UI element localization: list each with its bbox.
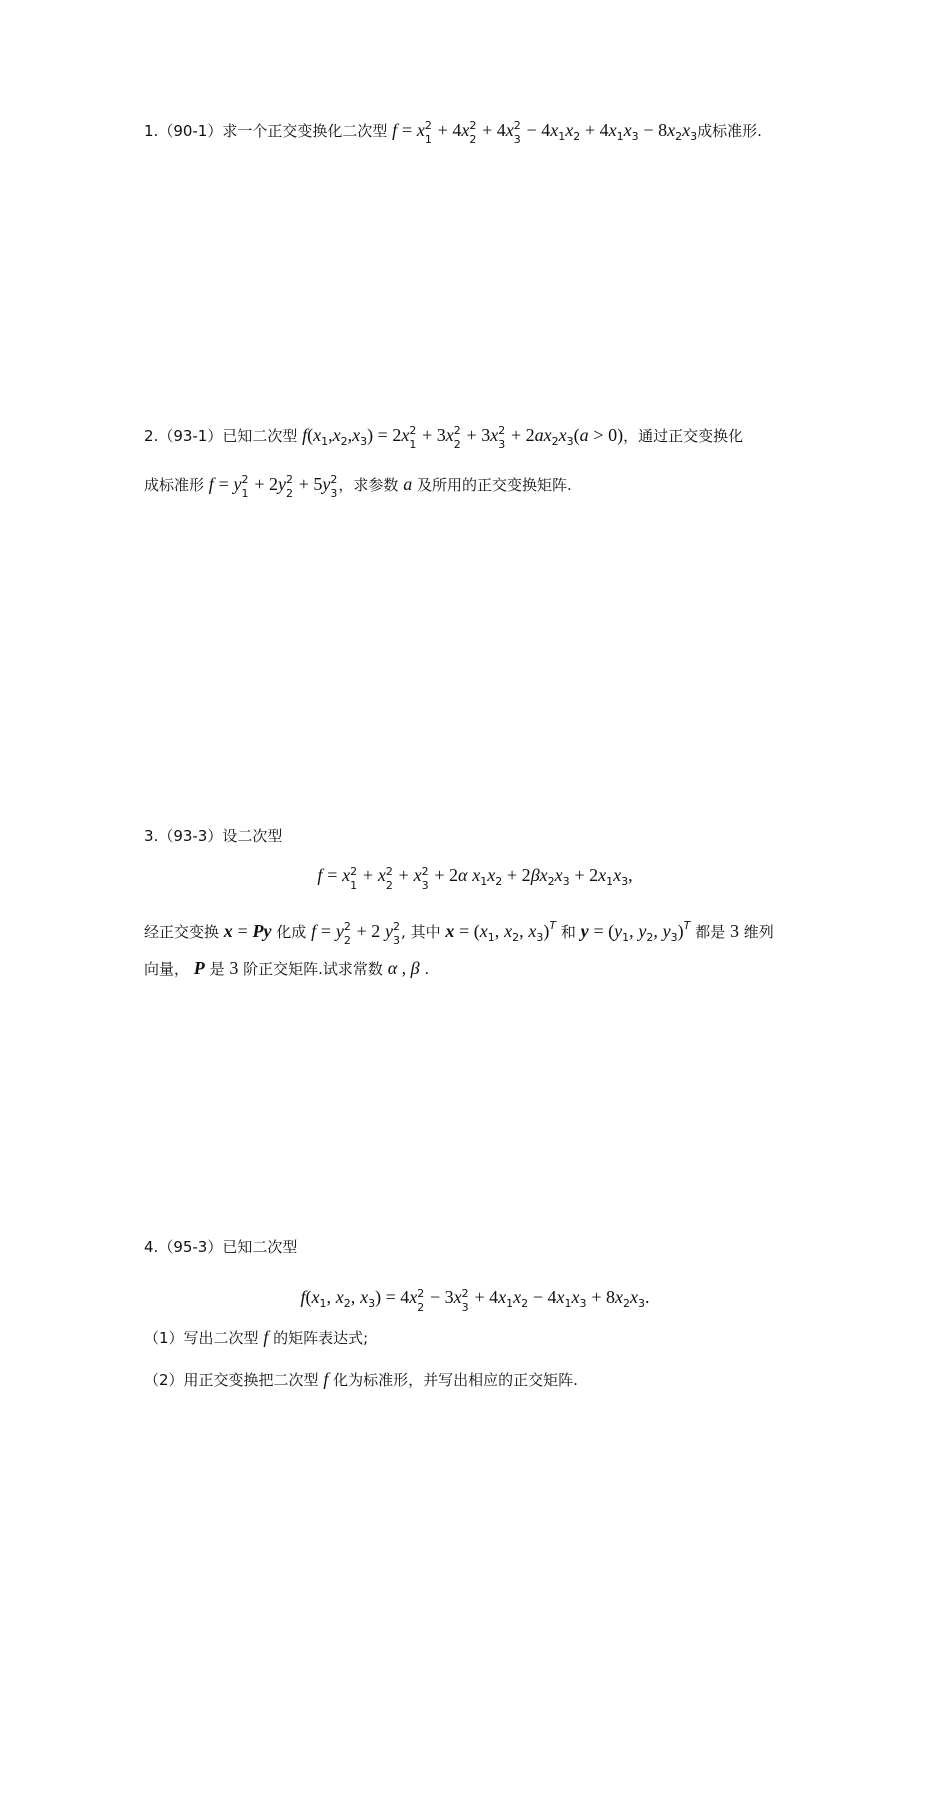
problem-4-question-2: [144, 1367, 578, 1392]
problem-2-line-2: [144, 472, 572, 500]
problem-source: （90-1）: [158, 122, 223, 140]
problem-3-line-1: [144, 824, 282, 848]
problem-text: 成标准形: [144, 476, 205, 494]
problem-text: 用正交变换把二次型: [183, 1371, 319, 1389]
problem-text: 维列: [743, 923, 774, 941]
problem-text: 的矩阵表达式;: [273, 1329, 369, 1347]
transform-formula: x = Py: [223, 921, 272, 941]
problem-number: 1.: [144, 122, 159, 140]
question-label: （1）: [144, 1329, 184, 1347]
problem-number: 4.: [144, 1238, 159, 1256]
question-label: （2）: [144, 1371, 184, 1389]
problem-text: 化成: [276, 923, 307, 941]
problem-text: 及所用的正交变换矩阵.: [416, 476, 572, 494]
problem-text: 求一个正交变换化二次型: [222, 122, 388, 140]
problem-3-display-formula: f = x 1 2 + x 2 2 + x 3 2 + 2α $x_1x_2 + 2\beta x_2x_3 + 2x_1x_3$,: [317, 865, 633, 892]
problem-text: .: [424, 960, 430, 978]
problem-3-line-4: [144, 956, 429, 981]
dimension-value: 3: [729, 921, 739, 941]
variable-f: f: [263, 1327, 269, 1347]
order-value: 3: [229, 958, 239, 978]
param-a: a: [403, 474, 413, 494]
problem-text: 和: [560, 923, 576, 941]
problem-4-display-formula: $f(x_1$, $x_2$, $x_3) = 4x$ 2 2 − 3x 3 2 + $4x_1x_2 - 4x_1x_3 + 8x_2x_3$.: [300, 1287, 650, 1314]
problem-text: 都是: [695, 923, 726, 941]
quadratic-form-formula: $f(x_1,x_2,x_3) = 2x$ 1 2 + 3x 2 2 + 3x 3 2 + $2ax_2x_3(a > 0)$: [302, 424, 624, 451]
problem-number: 2.: [144, 427, 159, 445]
problem-text: 是: [209, 960, 225, 978]
variable-f: f: [323, 1369, 329, 1389]
vector-x-formula: $x = (x_1$, $x_2$, $x_3)^T$: [445, 919, 557, 944]
problem-text: 向量，: [144, 960, 190, 978]
problem-text: ，通过正交变换化: [623, 427, 744, 445]
standard-form-formula: f = y 2 2 + 2 y 3 2: [311, 920, 401, 947]
problem-text: 已知二次型: [222, 1238, 298, 1256]
problem-text: 设二次型: [222, 827, 283, 845]
problem-1-line-1: [144, 118, 762, 149]
problem-source: （93-1）: [158, 427, 223, 445]
problem-source: （93-3）: [158, 827, 223, 845]
matrix-p: P: [193, 958, 205, 978]
problem-text: 已知二次型: [222, 427, 298, 445]
problem-text: 阶正交矩阵.试求常数: [243, 960, 383, 978]
problem-text: 写出二次型: [183, 1329, 259, 1347]
problem-number: 3.: [144, 827, 159, 845]
problem-4-line-1: [144, 1235, 297, 1259]
problem-3-line-3: [144, 914, 774, 950]
constants-alpha-beta: α , β: [387, 958, 420, 978]
quadratic-form-formula: f = x 1 2 + 4x 2 2 + 4x 3 2 − $4x_1x_2 + 4x_1x_3 - 8x_2x_3$: [392, 119, 698, 146]
problem-4-question-1: [144, 1325, 368, 1350]
vector-y-formula: $y = (y_1$, $y_2$, $y_3)^T$: [580, 919, 691, 944]
problem-text: 化为标准形，并写出相应的正交矩阵.: [333, 1371, 578, 1389]
problem-source: （95-3）: [158, 1238, 223, 1256]
problem-text: ，求参数: [338, 476, 399, 494]
problem-text: 经正交变换: [144, 923, 220, 941]
problem-text: , 其中: [401, 923, 441, 941]
standard-form-formula: f = y 1 2 + 2y 2 2 + 5y 3 2: [208, 473, 338, 500]
problem-text: 成标准形.: [697, 122, 762, 140]
problem-2-line-1: [144, 423, 743, 454]
